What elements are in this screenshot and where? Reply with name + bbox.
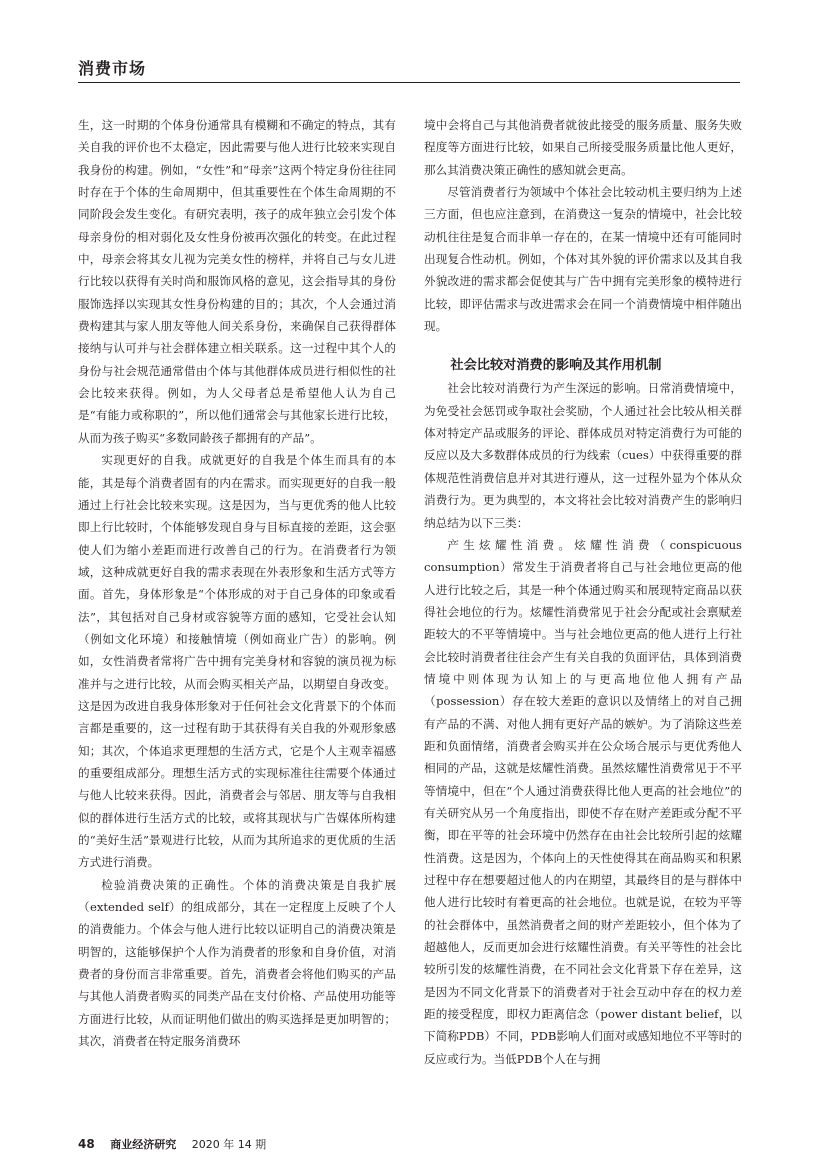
page-header <box>78 58 739 80</box>
paragraph: 检验消费决策的正确性。个体的消费决策是自我扩展（extended self）的组成部分，其在一定程度上反映了个人的消费能力。个体会与他人进行比较以证明自己的消费决策是明智的，这能够保护个人作为消费者的形象和自身价值，对消费者的身份而言非常重要。首先，消费者会将他们购买的产品与其他人消费者购买的同类产品在支付价格、产品使用功能等方面进行比较，从而证明他们做出的购买选择是更加明智的；其次，消费者在特定服务消费环 <box>78 877 396 1049</box>
paragraph: 社会比较对消费行为产生深远的影响。日常消费情境中，为免受社会惩罚或争取社会奖励，个人通过社会比较从相关群体对特定产品或服务的评论、群体成员对特定消费行为可能的反应以及大多数群体成员的行为线索（cues）中获得重要的群体规范性消费信息并对其进行遵从，这一过程外显为个体从众消费行为。更为典型的，本文将社会比较对消费产生的影响归纳总结为以下三类： <box>424 381 742 530</box>
journal-name: 商业经济研究 <box>110 1138 177 1151</box>
paragraph: 生，这一时期的个体身份通常具有模糊和不确定的特点，其有关自我的评价也不太稳定，因此需要与他人进行比较来实现自我身份的构建。例如，“女性”和“母亲”这两个特定身份往往同时存在于个体的生命周期中，但其重要性在个体生命周期的不同阶段会发生变化。有研究表明，孩子的成年独立会引发个体母亲身份的相对弱化及女性身份被再次强化的转变。在此过程中，母亲会将其女儿视为完美女性的榜样，并将自己与女儿进行比较以获得有关时尚和服饰风格的意见，这会指导其的身份服饰选择以实现其女性身份构建的目的；其次，个人会通过消费构建其与家人朋友等他人间关系身份，来确保自己获得群体接纳与认可并与社会群体建立相关联系。这一过程中其个人的身份与社会规范通常借由个体与其他群体成员进行相似性的社会比较来获得。例如，为人父母者总是希望他人认为自己是“有能力或称职的”，所以他们通常会与其他家长进行比较，从而为孩子购买“多数同龄孩子都拥有的产品”。 <box>78 118 396 445</box>
paragraph: 产生炫耀性消费。炫耀性消费（conspicuous consumption）常发生于消费者将自己与社会地位更高的他人进行比较之后，其是一种个体通过购买和展现特定商品以获得社会地位的行为。炫耀性消费常见于社会分配或社会禀赋差距较大的不平等情境中。当与社会地位更高的他人进行上行社会比较时消费者往往会产生有关自我的负面评估，具体到消费情境中则体现为认知上的与更高地位他人拥有产品（possession）存在较大差距的意识以及情绪上的对自己拥有产品的不满、对他人拥有更好产品的嫉妒。为了消除这些差距和负面情绪，消费者会购买并在公众场合展示与更优秀他人相同的产品，这就是炫耀性消费。虽然炫耀性消费常见于不平等情境中，但在“个人通过消费获得比他人更高的社会地位”的有关研究从另一个角度指出，即使不存在财产差距或分配不平衡，即在平等的社会环境中仍然存在由社会比较所引起的炫耀性消费。这是因为，个体向上的天性使得其在商品购买和积累过程中存在想要超过他人的内在期望，其最终目的是与群体中他人进行比较时有着更高的社会地位。也就是说，在较为平等的社会群体中，虽然消费者之间的财产差距较小，但个体为了超越他人，反而更加会进行炫耀性消费。有关平等性的社会比较所引发的炫耀性消费，在不同社会文化背景下存在差异，这是因为不同文化背景下的消费者对于社会互动中存在的权力差距的接受程度，即权力距离信念（power distant belief，以下简称PDB）不同，PDB影响人们面对或感知地位不平等时的反应或行为。当低PDB个人在与拥 <box>424 537 742 1066</box>
paragraph: 尽管消费者行为领域中个体社会比较动机主要归纳为上述三方面，但也应注意到，在消费这一复杂的情境中，社会比较动机往往是复合而非单一存在的，在某一情境中还有可能同时出现复合性动机。例如，个体对其外貌的评价需求以及其自我外貌改进的需求都会促使其与广告中拥有完美形象的模特进行比较，即评估需求与改进需求会在同一个消费情境中相伴随出现。 <box>424 185 742 334</box>
page-footer <box>78 1137 266 1152</box>
right-column <box>424 114 742 1070</box>
page-number: 48 <box>78 1137 95 1151</box>
header-rule <box>78 82 740 83</box>
section-title-header: 消费市场 <box>78 59 147 78</box>
section-heading: 社会比较对消费的影响及其作用机制 <box>450 358 662 374</box>
paragraph: 境中会将自己与其他消费者就彼此接受的服务质量、服务失败程度等方面进行比较，如果自己所接受服务质量比他人更好，那么其消费决策正确性的感知就会更高。 <box>424 118 742 177</box>
left-column <box>78 114 396 1052</box>
paragraph: 实现更好的自我。成就更好的自我是个体生而具有的本能，其是每个消费者固有的内在需求。而实现更好的自我一般通过上行社会比较来实现。这是因为，当与更优秀的他人比较即上行比较时，个体能够发现自身与目标直接的差距，这会驱使人们为缩小差距而进行改善自己的行为。在消费者行为领域，这种成就更好自我的需求表现在外表形象和生活方式等方面。首先，身体形象是“个体形成的对于自己身体的印象或看法”，其包括对自己身材或容貌等方面的感知，它受社会认知（例如文化环境）和接触情境（例如商业广告）的影响。例如，女性消费者常将广告中拥有完美身材和容貌的演员视为标准并与之进行比较，从而会购买相关产品，以期望自身改变。这是因为改进自我身体形象对于任何社会文化背景下的个体而言都是重要的，这一过程有助于其获得有关自我的外观形象感知；其次，个体追求更理想的生活方式，它是个人主观幸福感的重要组成部分。理想生活方式的实现标准往往需要个体通过与他人比较来获得。因此，消费者会与邻居、朋友等与自我相似的群体进行生活方式的比较，或将其现状与广告媒体所构建的“美好生活”景观进行比较，从而为其所追求的更优质的生活方式进行消费。 <box>78 453 396 870</box>
issue-number: 2020 年 14 期 <box>191 1138 267 1151</box>
